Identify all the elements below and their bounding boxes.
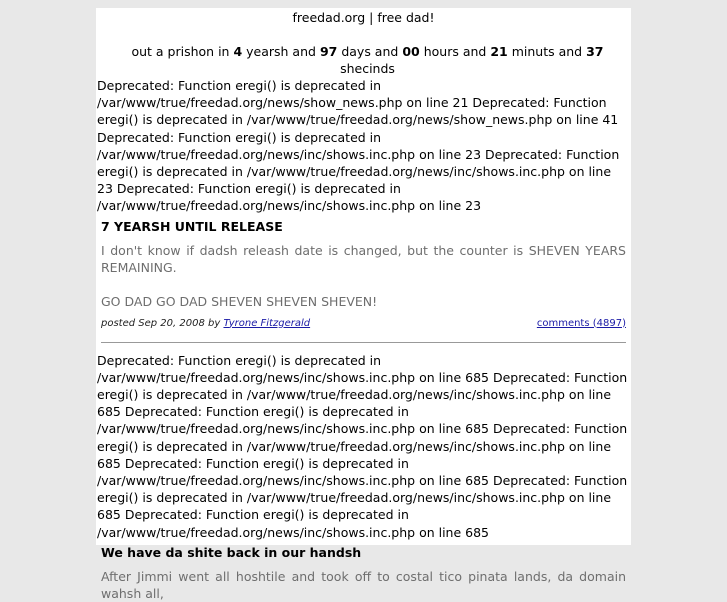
post-body [101, 568, 626, 602]
comments-link[interactable]: comments (4897) [536, 317, 626, 329]
post-byline [101, 318, 310, 330]
post-meta [101, 318, 626, 330]
post-title: We have da shite back in our handsh [101, 544, 362, 560]
counter-minutes-label: minuts and [511, 44, 583, 59]
page-content [96, 8, 631, 601]
php-deprecation-errors-mid: Deprecated: Function eregi() is deprecated in /var/www/true/freedad.org/news/inc/shows.inc.php on line 685 Deprecated: Function eregi() is deprecated in /var/www/true/freedad.org/news/inc/shows.inc.php on line 685 Deprecated: Function eregi() is deprecated in /var/www/true/freedad.org/news/inc/shows.inc.php on line 685 Deprecated: Function eregi() is deprecated in /var/www/true/freedad.org/news/inc/shows.inc.php on line 685 Deprecated: Function eregi() is deprecated in /var/www/true/freedad.org/news/inc/shows.inc.php on line 685 Deprecated: Function eregi() is deprecated in /var/www/true/freedad.org/news/inc/shows.inc.php on line 685 Deprecated: Function eregi() is deprecated in /var/www/true/freedad.org/news/inc/shows.inc.php on line 685 [97, 352, 628, 540]
counter-years-label: yearsh and [246, 44, 316, 59]
counter-prefix: out a prishon in [131, 44, 230, 59]
post-title: 7 YEARSH UNTIL RELEASE [101, 218, 283, 234]
posted-date: posted Sep 20, 2008 by [101, 317, 221, 329]
author-link[interactable]: Tyrone Fitzgerald [223, 317, 311, 329]
post-divider [101, 342, 626, 343]
counter-years: 4 [233, 44, 243, 59]
counter-days-label: days and [341, 44, 399, 59]
counter-seconds: 37 [586, 44, 604, 59]
site-title: freedad.org | free dad! [292, 10, 435, 25]
counter-hours-label: hours and [423, 44, 487, 59]
php-deprecation-errors-top: Deprecated: Function eregi() is deprecated in /var/www/true/freedad.org/news/show_news.php on line 21 Deprecated: Function eregi() is deprecated in /var/www/true/freedad.org/news/show_news.php on line 41 Deprecated: Function eregi() is deprecated in /var/www/true/freedad.org/news/inc/shows.inc.php on line 23 Deprecated: Function eregi() is deprecated in /var/www/true/freedad.org/news/inc/shows.inc.php on line 23 Deprecated: Function eregi() is deprecated in /var/www/true/freedad.org/news/inc/shows.inc.php on line 23 [97, 78, 620, 214]
post-paragraph: I don't know if dadsh releash date is changed, but the counter is SHEVEN YEARS REMAINING. [101, 242, 626, 275]
release-counter [96, 43, 631, 77]
counter-minutes: 21 [490, 44, 508, 59]
news-post [96, 544, 631, 602]
counter-days: 97 [319, 44, 338, 59]
post-body [101, 242, 626, 310]
counter-seconds-label: shecinds [340, 61, 395, 76]
post-paragraph: After Jimmi went all hoshtile and took off to costal tico pinata lands, da domain wahsh all, [101, 568, 626, 601]
post-paragraph: GO DAD GO DAD SHEVEN SHEVEN SHEVEN! [101, 293, 378, 309]
news-post [96, 218, 631, 343]
counter-hours: 00 [402, 44, 420, 59]
